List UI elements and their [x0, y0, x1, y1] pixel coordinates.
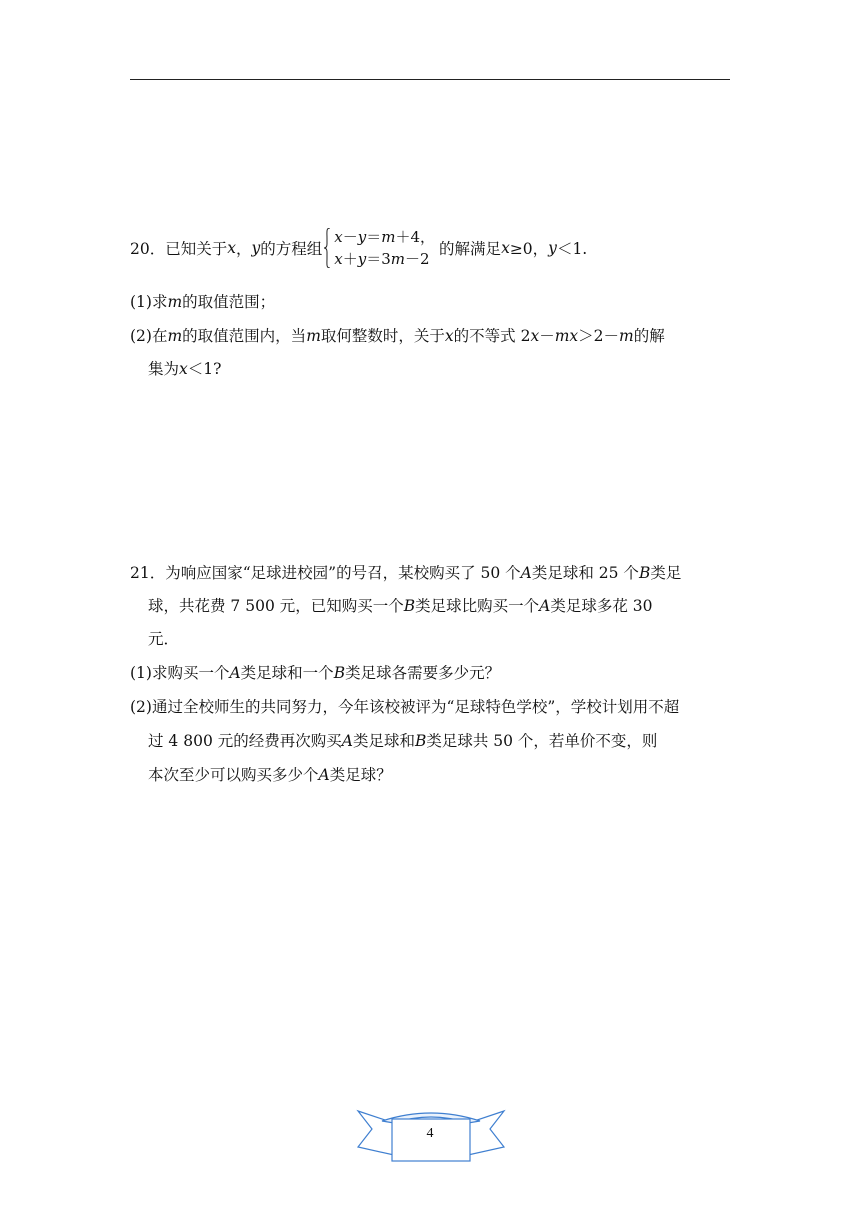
left-brace-icon [324, 228, 330, 268]
q20-cond-y: y [548, 239, 557, 257]
question-20-stem [130, 224, 587, 272]
page-number: 4 [426, 1126, 434, 1141]
q20-part-2-line-2: 集为x＜1? [148, 360, 222, 378]
q20-part-2-line-1: (2)在m的取值范围内，当m取何整数时，关于x的不等式 2x－mx＞2－m的解 [130, 327, 665, 345]
equation-1: x－y＝m＋4， [334, 228, 436, 246]
question-21-line-3: 元． [148, 630, 180, 648]
equation-system [324, 226, 435, 270]
q21-part-2-line-3: 本次至少可以购买多少个A类足球？ [148, 766, 392, 784]
q20-cond1: ≥0， [509, 240, 549, 258]
equation-2: x＋y＝3m－2 [334, 250, 430, 268]
q20-after: 的解满足 [439, 240, 502, 258]
header-rule [130, 79, 730, 80]
question-21-line-1: 21．为响应国家“足球进校园”的号召，某校购买了 50 个A类足球和 25 个B类足 [130, 564, 682, 582]
question-21-line-2: 球，共花费 7 500 元，已知购买一个B类足球比购买一个A类足球多花 30 [148, 597, 653, 615]
q20-part-1: (1)求m的取值范围； [130, 293, 276, 311]
q20-prefix: 20．已知关于 [130, 240, 228, 258]
q20-mid: 的方程组 [260, 240, 323, 258]
q20-comma: ， [235, 240, 252, 258]
q20-cond2: ＜1. [556, 240, 588, 258]
q20-cond-x: x [501, 239, 510, 257]
q20-var-y: y [251, 239, 261, 257]
q21-part-2-line-2: 过 4 800 元的经费再次购买A类足球和B类足球共 50 个，若单价不变，则 [148, 732, 658, 750]
q20-var-x: x [227, 239, 236, 257]
q21-part-1: (1)求购买一个A类足球和一个B类足球各需要多少元？ [130, 664, 501, 682]
q21-part-2-line-1: (2)通过全校师生的共同努力，今年该校被评为“足球特色学校”，学校计划用不超 [130, 698, 680, 716]
